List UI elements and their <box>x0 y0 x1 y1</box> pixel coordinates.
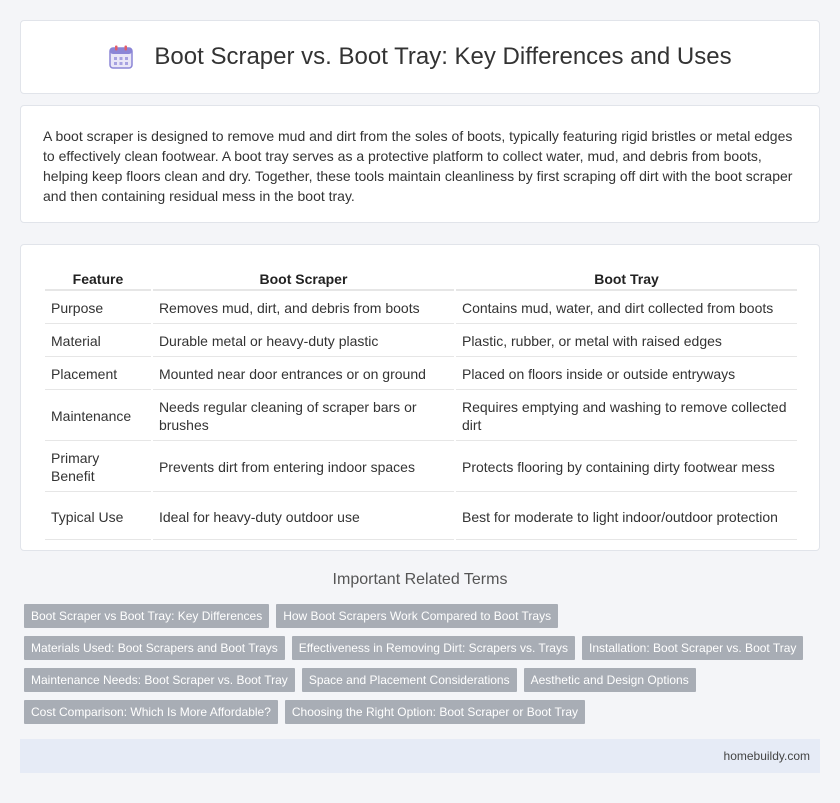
related-terms-list <box>20 604 820 732</box>
row-feature: Maintenance <box>45 392 151 441</box>
row-feature: Material <box>45 326 151 357</box>
related-term-tag[interactable]: Space and Placement Considerations <box>302 668 517 692</box>
related-term-tag[interactable]: Boot Scraper vs Boot Tray: Key Differences <box>24 604 269 628</box>
header-boot-scraper: Boot Scraper <box>153 267 454 291</box>
table-row <box>45 392 797 441</box>
related-term-tag[interactable]: Materials Used: Boot Scrapers and Boot Trays <box>24 636 285 660</box>
related-term-tag[interactable]: Cost Comparison: Which Is More Affordable? <box>24 700 278 724</box>
row-boot-tray: Contains mud, water, and dirt collected from boots <box>456 293 797 324</box>
table-row <box>45 494 797 540</box>
table-row <box>45 443 797 492</box>
related-terms-section <box>20 571 820 732</box>
related-term-tag[interactable]: Choosing the Right Option: Boot Scraper or Boot Tray <box>285 700 585 724</box>
related-term-tag[interactable]: Effectiveness in Removing Dirt: Scrapers vs. Trays <box>292 636 575 660</box>
footer-site-link[interactable]: homebuildy.com <box>723 749 810 763</box>
table-row <box>45 326 797 357</box>
calendar-icon <box>108 44 134 70</box>
row-boot-scraper: Mounted near door entrances or on ground <box>153 359 454 390</box>
table-header-row <box>45 267 797 291</box>
row-boot-tray: Requires emptying and washing to remove collected dirt <box>456 392 797 441</box>
intro-card <box>20 105 820 223</box>
row-boot-scraper: Prevents dirt from entering indoor spaces <box>153 443 454 492</box>
row-feature: Placement <box>45 359 151 390</box>
intro-paragraph: A boot scraper is designed to remove mud and dirt from the soles of boots, typically featuring rigid bristles or metal edges to effectively clean footwear. A boot tray serves as a protective platform to collect water, mud, and debris from boots, helping keep floors clean and dry. Together, these tools maintain cleanliness by first scraping off dirt with the boot scraper and then containing residual mess in the boot tray. <box>43 128 793 204</box>
row-boot-scraper: Ideal for heavy-duty outdoor use <box>153 494 454 540</box>
page-title: Boot Scraper vs. Boot Tray: Key Differences and Uses <box>154 43 732 70</box>
comparison-table <box>43 265 799 542</box>
table-row <box>45 293 797 324</box>
related-term-tag[interactable]: Aesthetic and Design Options <box>524 668 696 692</box>
row-boot-scraper: Durable metal or heavy-duty plastic <box>153 326 454 357</box>
comparison-table-card <box>20 244 820 551</box>
related-term-tag[interactable]: Maintenance Needs: Boot Scraper vs. Boot Tray <box>24 668 295 692</box>
row-boot-tray: Best for moderate to light indoor/outdoor protection <box>456 494 797 540</box>
related-terms-title: Important Related Terms <box>332 571 508 588</box>
row-feature: Primary Benefit <box>45 443 151 492</box>
row-boot-scraper: Needs regular cleaning of scraper bars or brushes <box>153 392 454 441</box>
related-term-tag[interactable]: How Boot Scrapers Work Compared to Boot Trays <box>276 604 558 628</box>
row-boot-tray: Placed on floors inside or outside entryways <box>456 359 797 390</box>
header-feature: Feature <box>45 267 151 291</box>
footer <box>20 739 820 773</box>
row-feature: Typical Use <box>45 494 151 540</box>
row-boot-scraper: Removes mud, dirt, and debris from boots <box>153 293 454 324</box>
related-term-tag[interactable]: Installation: Boot Scraper vs. Boot Tray <box>582 636 803 660</box>
row-feature: Purpose <box>45 293 151 324</box>
row-boot-tray: Plastic, rubber, or metal with raised edges <box>456 326 797 357</box>
row-boot-tray: Protects flooring by containing dirty footwear mess <box>456 443 797 492</box>
table-row <box>45 359 797 390</box>
title-card <box>20 20 820 94</box>
header-boot-tray: Boot Tray <box>456 267 797 291</box>
